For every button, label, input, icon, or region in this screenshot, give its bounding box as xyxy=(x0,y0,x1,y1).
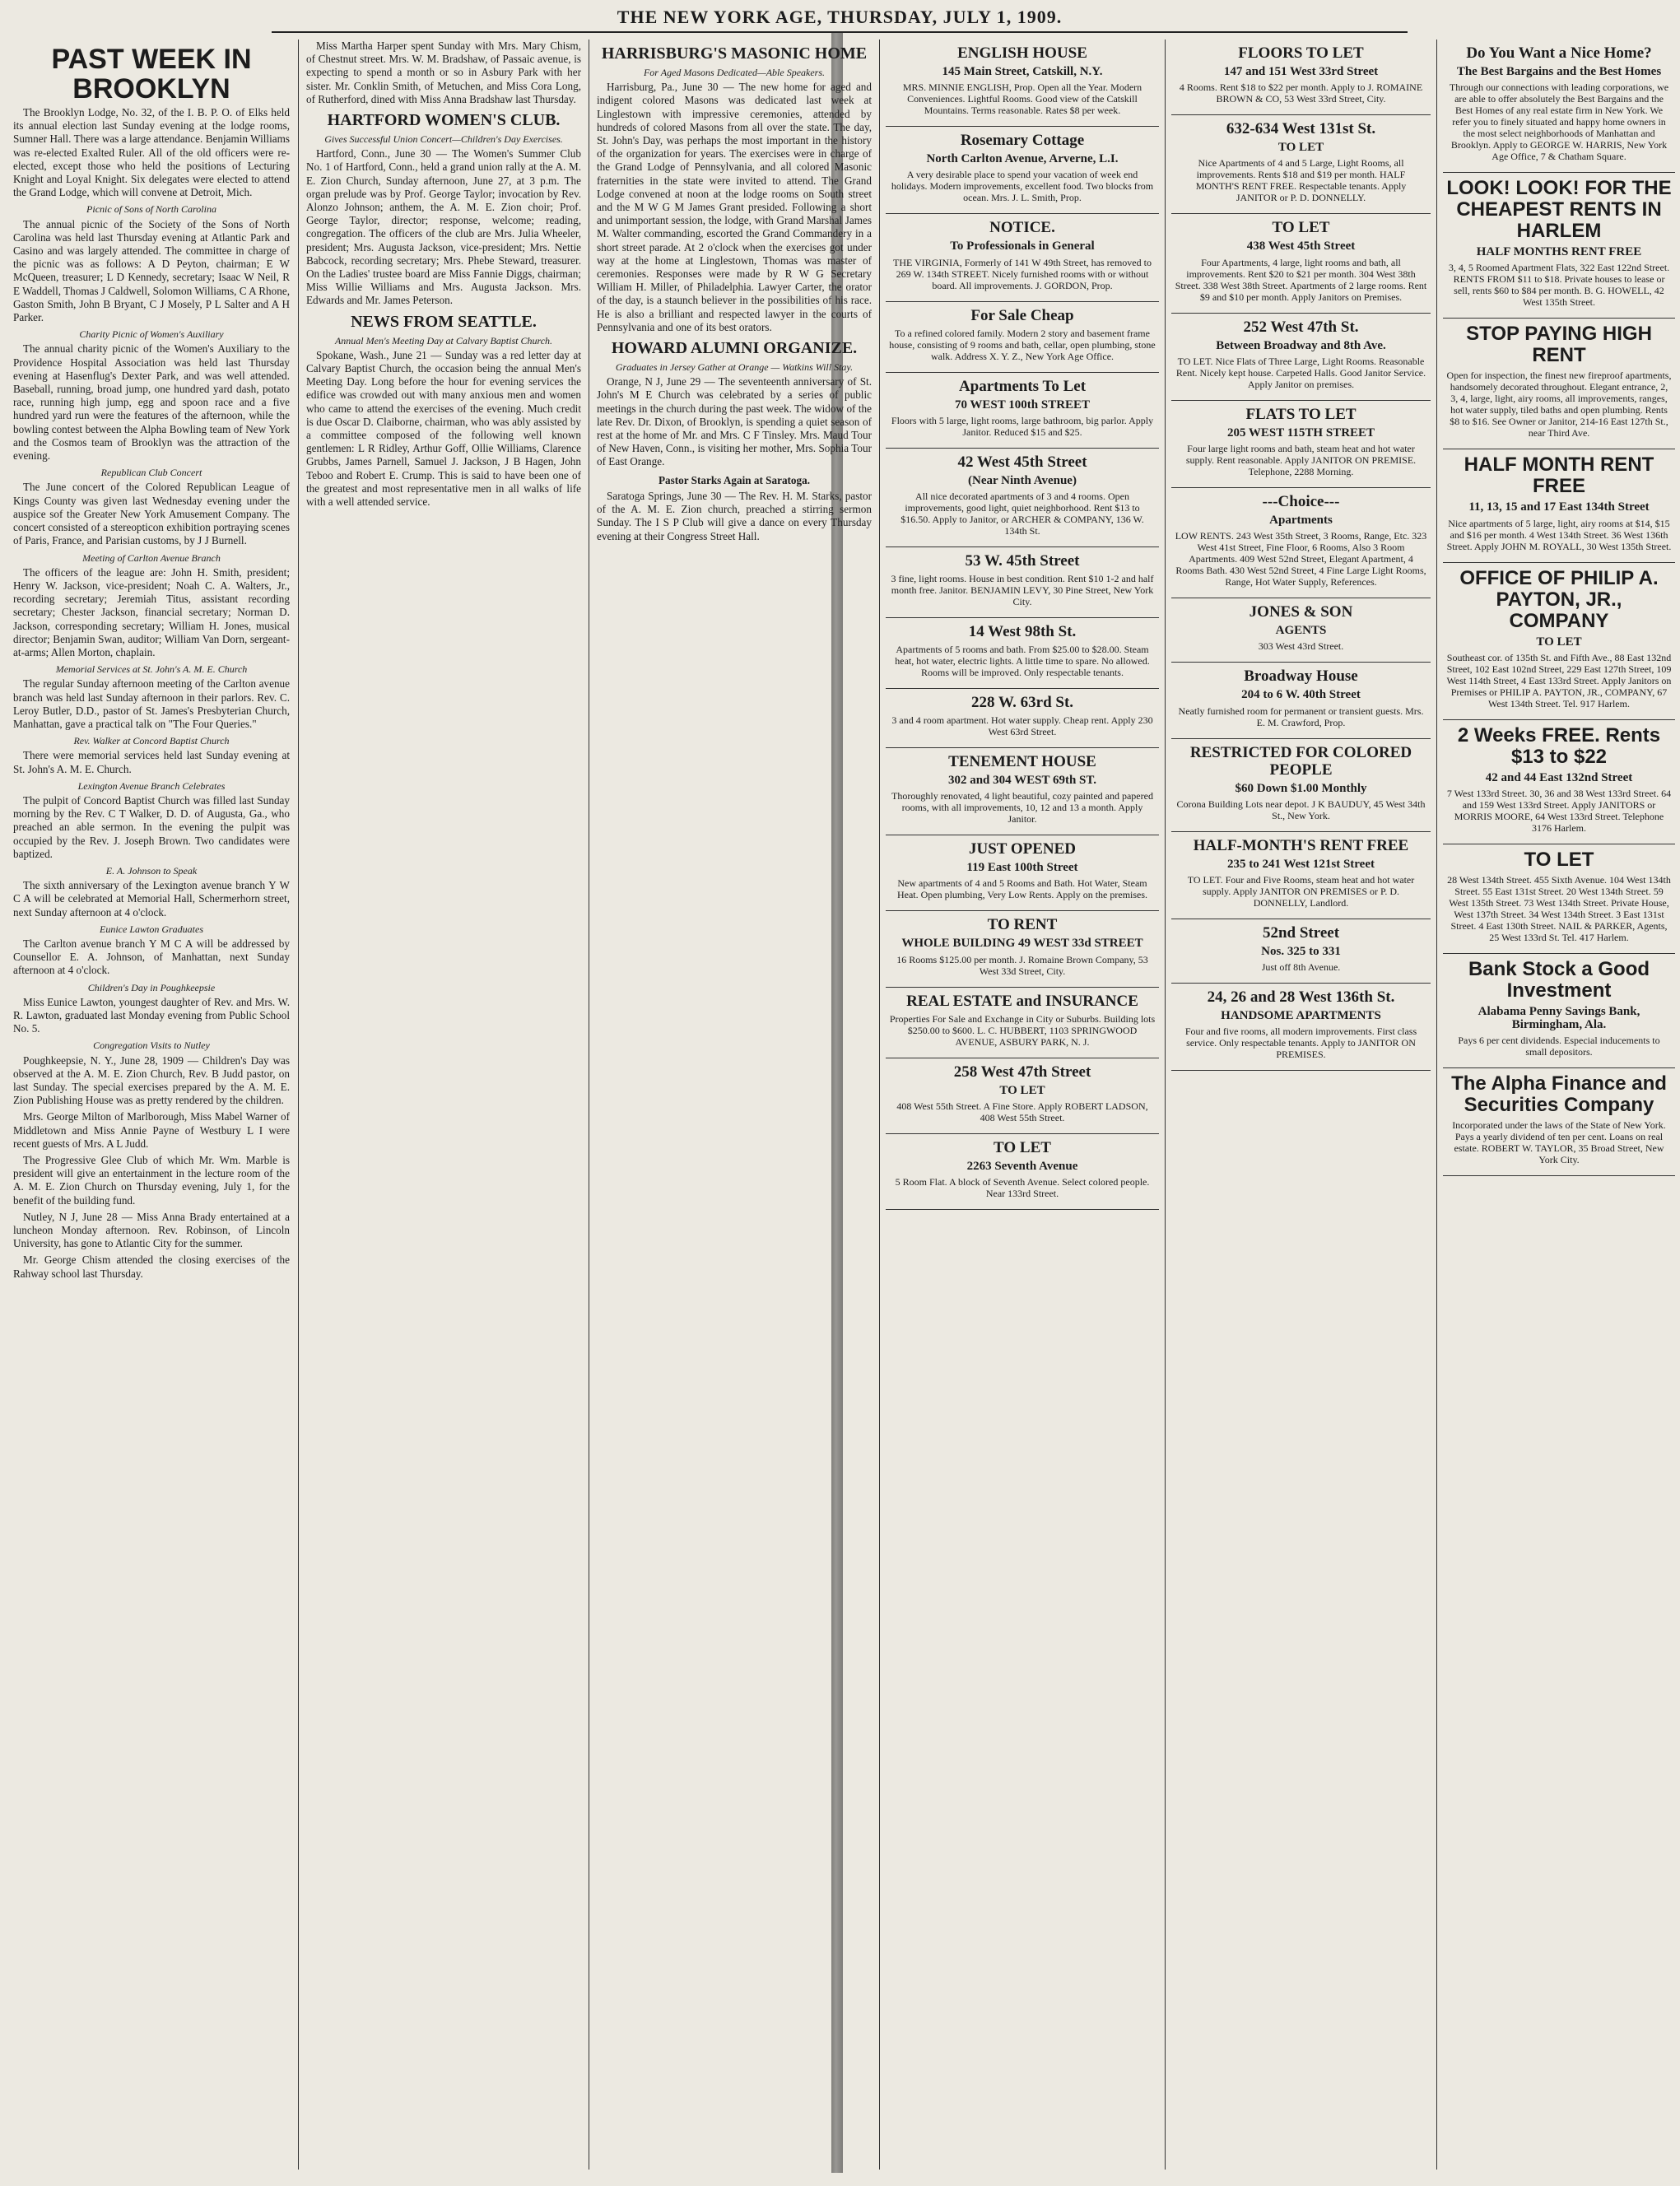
article-subhead: E. A. Johnson to Speak xyxy=(105,864,198,877)
advertisement xyxy=(886,1058,1159,1134)
ad-headline: For Sale Cheap xyxy=(970,306,1074,324)
article-subhead: Eunice Lawton Graduates xyxy=(100,923,203,935)
ad-subhead: 205 WEST 115TH STREET xyxy=(1226,426,1375,440)
ad-subhead: 147 and 151 West 33rd Street xyxy=(1223,65,1379,78)
ad-subhead: TO LET xyxy=(1277,141,1324,155)
advertisement xyxy=(1171,663,1431,738)
article-text: The Brooklyn Lodge, No. 32, of the I. B. P. O. of Elks held its annual election last Sunday evening at the lodge rooms, Sumner Hall. There was a large attendance. Benjamin Williams was re-elected Exalted Ruler. All of the old officers were re-elected, except those who held the positions of Lecturing Knight and Loyal Knight. Six delegates were elected to attend the Grand Lodge, which will convene at Detroit, Mich. xyxy=(13,106,290,199)
ad-text: 303 West 43rd Street. xyxy=(1258,640,1344,653)
advertisement xyxy=(1171,598,1431,663)
ad-headline: TO LET xyxy=(1272,219,1330,237)
ad-subhead: 11, 13, 15 and 17 East 134th Street xyxy=(1468,500,1650,514)
article-text: Harrisburg, Pa., June 30 — The new home for aged and indigent colored Masons was dedicated last week at Linglestown with impressive ceremonies, attended by hundreds of colored Masons from all over the state. The day, St. John's Day, was perhaps the most important in the history of the organization for years. The exercises were in charge of the Grand Lodge of Pennsylvania, and all colored Masonic fraternities in the state were invited to attend. The Grand Lodge convened at noon at the lodge rooms on South street and the M W G M James Grant presided. Following a short and unimportant session, the lodge, with Grand Marshal James M. Walter commanding, escorted the Grand Commandery in a short street parade. At 2 o'clock when the exercises got under way at the home at Linglestown, Thomas was master of ceremonies. Responses were made by R W G Secretary William H. Miller, of Philadelphia. Lawyer Carter, the orator of the day, is a staunch believer in the possibilities of his race. He is also a brilliant and respected lawyer in the courts of Pennsylvania and one of its best orators. xyxy=(597,81,872,333)
ad-subhead: Alabama Penny Savings Bank, Birmingham, Ala. xyxy=(1478,1005,1640,1032)
column-rule xyxy=(298,40,299,2170)
advertisement xyxy=(1443,449,1675,562)
article-subhead: For Aged Masons Dedicated—Able Speakers. xyxy=(643,67,826,78)
ad-text: Through our connections with leading corporations, we are able to offer absolutely the Best Bargains and the Best Homes of any real estate firm in New York. We refer you to finely situated and happy home owners in the most select neighborhoods of Manhattan and Brooklyn. Apply to GEORGE W. HARRIS, New York Age Office, 7 & Chatham Square. xyxy=(1449,81,1669,163)
advertisement xyxy=(1171,401,1431,488)
ad-subhead: 145 Main Street, Catskill, N.Y. xyxy=(942,65,1103,78)
ad-text: Nice apartments of 5 large, light, airy rooms at $14, $15 and $16 per month. 4 West 134th Street. 36 West 136th Street. Apply JOHN M. ROYALL, 30 West 135th Street. xyxy=(1446,517,1672,552)
ad-text: 16 Rooms $125.00 per month. J. Romaine Brown Company, 53 West 33d Street, City. xyxy=(896,953,1148,977)
ad-text: Just off 8th Avenue. xyxy=(1261,961,1341,974)
ad-headline: 2 Weeks FREE. Rents $13 to $22 xyxy=(1457,723,1661,768)
ad-headline: OFFICE OF PHILIP A. PAYTON, JR., COMPANY xyxy=(1459,566,1659,632)
article-text: The officers of the league are: John H. Smith, president; Henry W. Jackson, vice-president; Noah C. A. Walters, Jr., recording secretary; Jeremiah Titus, assistant recording secretary; Chester Jackson, financial secretary; Norman D. Jackson, corresponding secretary; William H. Jones, musical director; Benjamin Swan, auditor; William Van Dorn, sergeant-at-arms; Allen Morton, chaplain. xyxy=(13,565,290,658)
article-text: Orange, N J, June 29 — The seventeenth anniversary of St. John's M E Church was celebrated by a series of public meetings in the church during the past week. The widow of the late Rev. Dr. Dixon, of Brooklyn, is spending a quiet season of rest at the home of Mr. and Mrs. C F Tinsley. Mrs. Maud Tour of New Haven, Conn., is visiting her mother, Mrs. Sophia Tour of East Orange. xyxy=(597,375,872,468)
article-text: There were memorial services held last Sunday evening at St. John's A. M. E. Church. xyxy=(13,749,290,775)
article-headline: HARTFORD WOMEN'S CLUB. xyxy=(327,111,561,130)
article-text: The regular Sunday afternoon meeting of the Carlton avenue branch was held last Sunday afternoon in their parlors. Rev. C. Leroy Butler, D.D., pastor of St. James's Presbyterian Church, Manhattan, gave a practical talk on "The Four Queries." xyxy=(13,677,290,730)
article-headline: HOWARD ALUMNI ORGANIZE. xyxy=(611,339,858,358)
ad-text: New apartments of 4 and 5 Rooms and Bath. Hot Water, Steam Heat. Open plumbing, Very Low Rents. Apply on the premises. xyxy=(896,877,1148,901)
advertisement xyxy=(886,214,1159,301)
column-ads-5 xyxy=(1171,40,1431,2170)
ad-headline: TO LET xyxy=(994,1138,1051,1156)
article-text: The June concert of the Colored Republican League of Kings County was given last Wednesday evening under the auspice sof the Greater New York Amusement Company. The concert consisted of a stereopticon exhibition portraying scenes of Paris, France, and Parisian customs, by J J Burnell. xyxy=(13,481,290,547)
ad-headline: 42 West 45th Street xyxy=(957,453,1087,471)
article-subhead: Charity Picnic of Women's Auxiliary xyxy=(79,328,224,341)
advertisement xyxy=(886,127,1159,214)
ad-subhead: AGENTS xyxy=(1275,624,1327,638)
ad-subhead: 302 and 304 WEST 69th ST. xyxy=(947,774,1097,788)
ad-text: Four Apartments, 4 large, light rooms and bath, all improvements. Rent $20 to $21 per month. 304 West 38th Street. 338 West 38th Street. Apartments of 2 large rooms. Rent $9 and $10 per month. Apply Janitors on Premises. xyxy=(1175,256,1427,303)
ad-subhead: 70 WEST 100th STREET xyxy=(954,398,1091,412)
article-text: The pulpit of Concord Baptist Church was filled last Sunday morning by the Rev. C T Walker, D. D. of Augusta, Ga., who preached an able sermon. In the evening the pulpit was occupied by the Rev. J. Joseph Brown. Two candidates were baptized. xyxy=(13,793,290,860)
ad-subhead: HALF MONTHS RENT FREE xyxy=(1476,245,1642,259)
masthead: THE NEW YORK AGE, THURSDAY, JULY 1, 1909. xyxy=(272,7,1408,33)
ad-headline: NOTICE. xyxy=(989,219,1055,237)
article-headline: HARRISBURG'S MASONIC HOME xyxy=(601,44,868,63)
ad-subhead: TO LET xyxy=(999,1083,1045,1097)
ad-headline: FLOORS TO LET xyxy=(1238,44,1364,62)
article-text: Mrs. George Milton of Marlborough, Miss Mabel Warner of Middletown and Miss Annie Payne of Westbury L I were recent guests of Mrs. A L Judd. xyxy=(13,1110,290,1150)
ad-subhead: $60 Down $1.00 Monthly xyxy=(1235,781,1367,795)
ad-subhead: 119 East 100th Street xyxy=(966,861,1078,875)
ad-subhead: 204 to 6 W. 40th Street xyxy=(1241,688,1361,702)
advertisement xyxy=(1443,40,1675,173)
article-subhead: Rev. Walker at Concord Baptist Church xyxy=(73,735,230,747)
advertisement xyxy=(1443,173,1675,319)
ad-headline: Broadway House xyxy=(1244,667,1358,686)
advertisement xyxy=(1171,314,1431,401)
ad-text: 3 fine, light rooms. House in best condition. Rent $10 1-2 and half month free. Janitor. BENJAMIN LEVY, 30 Pine Street, New York City. xyxy=(891,573,1154,608)
article-text: Saratoga Springs, June 30 — The Rev. H. M. Starks, pastor of the A. M. E. Zion church, preached a stirring sermon Sunday. The I S P Club will give a dance on every Thursday evening at their Congress Street Hall. xyxy=(597,489,872,542)
ad-text: 3, 4, 5 Roomed Apartment Flats, 322 East 122nd Street. RENTS FROM $11 to $18. Private houses to lease or sell, rents $60 to $84 per month. B. G. HOWELL, 42 West 135th Street. xyxy=(1448,262,1670,309)
article-text: Miss Martha Harper spent Sunday with Mrs. Mary Chism, of Chestnut street. Mrs. W. M. Bradshaw, of Passaic avenue, is expecting to spend a month or so in Asbury Park with her sister. Mr. Conklin Smith, of Metuchen, and Miss Cora Long, of Rutherford, dined with Miss Anna Bradshaw last Thursday. xyxy=(306,40,581,105)
ad-text: Nice Apartments of 4 and 5 Large, Light Rooms, all improvements. Rents $18 and $19 per month. HALF MONTH'S RENT FREE. Respectable tenants. Apply JANITOR or P. D. DONNELLY. xyxy=(1195,157,1407,204)
ad-text: Incorporated under the laws of the State of New York. Pays a yearly dividend of ten per cent. Loans on real estate. ROBERT W. TAYLOR, 35 Broad Street, New York City. xyxy=(1452,1119,1666,1166)
ad-text: 7 West 133rd Street. 30, 36 and 38 West 133rd Street. 64 and 159 West 133rd Street. Apply JANITORS or MORRIS MOORE, 64 West 133rd Street. Telephone 3176 Harlem. xyxy=(1446,788,1672,835)
ad-text: Neatly furnished room for permanent or transient guests. Mrs. E. M. Crawford, Prop. xyxy=(1178,705,1424,728)
article-subhead: Graduates in Jersey Gather at Orange — Watkins Will Stay. xyxy=(615,361,854,374)
ad-text: Apartments of 5 rooms and bath. From $25.00 to $28.00. Steam heat, hot water, electric lights. A little time to spare. No allowed. Rooms will be improved. Only respectable tenants. xyxy=(895,644,1150,679)
ad-headline: HALF MONTH RENT FREE xyxy=(1464,453,1654,498)
ad-headline: JONES & SON xyxy=(1249,603,1353,621)
ad-text: A very desirable place to spend your vacation of week end holidays. Modern improvements, excellent food. Two blocks from ocean. Mrs. J. L. Smith, Prop. xyxy=(891,169,1154,204)
headline-past-week: PAST WEEK IN BROOKLYN xyxy=(51,44,252,105)
ad-text: 3 and 4 room apartment. Hot water supply. Cheap rent. Apply 230 West 63rd Street. xyxy=(891,714,1153,738)
ad-subhead: WHOLE BUILDING 49 WEST 33d STREET xyxy=(901,937,1143,951)
advertisement xyxy=(886,449,1159,547)
article-body xyxy=(13,106,290,1281)
advertisement xyxy=(1443,844,1675,954)
advertisement xyxy=(1171,832,1431,919)
article-text: Hartford, Conn., June 30 — The Women's Summer Club No. 1 of Hartford, Conn., held a grand union rally at the A. M. E. Zion Church, Sunday afternoon, June 27, at 3 p.m. The organ prelude was by Prof. George Taylor; invocation by Rev. Alonzo Johnson; anthem, the A. M. E. Zion choir; Prof. George Taylor, director; response, welcome; reading, congregation. The officers of the club are Mrs. Julia Wheeler, president; Mrs. Augusta Jackson, vice-president; Mrs. Nettie Babcock, recording secretary; Mrs. Phebe Steward, treasurer. On the Ladies' trustee board are Miss Fannie Diggs, chairman; Miss Willie Williams and Mrs. Augusta Jackson. Mrs. Edwards and Mr. James Peterson. xyxy=(306,147,581,307)
ad-headline: HALF-MONTH'S RENT FREE xyxy=(1193,836,1409,854)
ad-headline: 632-634 West 131st St. xyxy=(1226,120,1376,138)
ad-subhead: North Carlton Avenue, Arverne, L.I. xyxy=(926,152,1119,166)
article-text: Nutley, N J, June 28 — Miss Anna Brady entertained at a luncheon Monday afternoon. Rev. Robinson, of Lincoln University, has gone to Atlantic City for the summer. xyxy=(13,1210,290,1250)
article-text: Poughkeepsie, N. Y., June 28, 1909 — Children's Day was observed at the A. M. E. Zion Church, Rev. B Judd pastor, on last Sunday. The special exercises prepared by the A. M. E. Zion Publishing House was as pretty rendered by the children. xyxy=(13,1053,290,1107)
article-text: Spokane, Wash., June 21 — Sunday was a red letter day at Calvary Baptist Church, the occasion being the annual Men's Meeting Day. Long before the hour for evening services the edifice was crowded out with many anxious men and women who came to attend the exercises of the evening. Much credit is due Oscar D. Claiborne, chairman, who was ably assisted by a committee composed of the following well known gentlemen: L R Ridley, Arthur Goff, Ollie Williams, Clarence Grubbs, James Parnell, Samuel J. Jackson, J B Hagen, John Teboo and Robert E. Crump. This is said to have been one of the greatest and most representative men in all walks of life with a well attended service. xyxy=(306,348,581,509)
article-subhead: Gives Successful Union Concert—Children's Day Exercises. xyxy=(324,133,563,146)
advertisement xyxy=(886,547,1159,618)
ad-subhead: 438 West 45th Street xyxy=(1246,240,1356,253)
ad-subhead: (Near Ninth Avenue) xyxy=(968,473,1077,487)
column-social-news xyxy=(306,40,581,2170)
ad-subhead: Between Broadway and 8th Ave. xyxy=(1216,338,1386,352)
article-text: Mr. George Chism attended the closing exercises of the Rahway school last Thursday. xyxy=(13,1253,290,1280)
ad-text: Thoroughly renovated, 4 light beautiful, cozy painted and papered rooms, with all improvements, 10, 12 and 13 a month. Apply Janitor. xyxy=(891,790,1153,826)
advertisement xyxy=(1171,739,1431,832)
advertisement xyxy=(1171,115,1431,214)
advertisement xyxy=(1171,919,1431,984)
ad-headline: RESTRICTED FOR COLORED PEOPLE xyxy=(1189,743,1412,779)
article-subhead: Congregation Visits to Nutley xyxy=(93,1040,210,1052)
ad-text: THE VIRGINIA, Formerly of 141 W 49th Street, has removed to 269 W. 134th STREET. Nicely furnished rooms with or without board. All improvements. J. GORDON, Prop. xyxy=(893,256,1152,291)
ad-headline: 252 West 47th St. xyxy=(1243,318,1359,336)
advertisement xyxy=(1443,720,1675,844)
ad-headline: Apartments To Let xyxy=(958,377,1087,395)
ad-text: 408 West 55th Street. A Fine Store. Apply ROBERT LADSON, 408 West 55th Street. xyxy=(896,1100,1148,1123)
ad-text: To a refined colored family. Modern 2 story and basement frame house, consisting of 9 rooms and bath, cellar, open plumbing, stone walk. Address X. Y. Z., New York Age Office. xyxy=(889,327,1156,362)
article-text: The sixth anniversary of the Lexington avenue branch Y W C A will be celebrated at Memorial Hall, Schermerhorn street, next Sunday afternoon at 4 o'clock. xyxy=(13,879,290,919)
ad-text: Four and five rooms, all modern improvements. First class service. Only respectable tenants. Apply to JANITOR ON PREMISES. xyxy=(1184,1026,1417,1061)
ad-text: TO LET. Nice Flats of Three Large, Light Rooms. Reasonable Rent. Nicely kept house. Carpeted Halls. Good Janitor Service. Apply Janitor on premises. xyxy=(1175,355,1426,390)
advertisement xyxy=(886,302,1159,373)
ad-text: 4 Rooms. Rent $18 to $22 per month. Apply to J. ROMAINE BROWN & CO, 53 West 33rd Street, City. xyxy=(1179,81,1423,105)
ad-text: Pays 6 per cent dividends. Especial inducements to small depositors. xyxy=(1458,1035,1660,1058)
column-ads-6 xyxy=(1443,40,1675,2170)
ad-text: Floors with 5 large, light rooms, large bathroom, big parlor. Apply Janitor. Reduced $15 and $25. xyxy=(891,414,1154,438)
ad-subhead: 2263 Seventh Avenue xyxy=(966,1159,1078,1173)
ad-headline: FLATS TO LET xyxy=(1245,405,1357,423)
column-ads-4 xyxy=(886,40,1159,2170)
ad-headline: Do You Want a Nice Home? xyxy=(1466,44,1652,62)
ad-headline: 14 West 98th St. xyxy=(968,623,1077,641)
advertisement xyxy=(1171,214,1431,313)
ad-subhead: Nos. 325 to 331 xyxy=(1261,945,1341,959)
ad-headline: 228 W. 63rd St. xyxy=(970,694,1074,712)
ad-headline: 52nd Street xyxy=(1262,924,1340,942)
column-rule xyxy=(1436,40,1437,2170)
advertisement xyxy=(886,40,1159,127)
article-subhead: Annual Men's Meeting Day at Calvary Baptist Church. xyxy=(334,334,553,347)
article-subhead: Lexington Avenue Branch Celebrates xyxy=(77,779,226,792)
advertisement xyxy=(886,618,1159,689)
article-text: Miss Eunice Lawton, youngest daughter of Rev. and Mrs. W. R. Lawton, graduated last Monday evening from Public School No. 5. xyxy=(13,995,290,1035)
ad-headline: 24, 26 and 28 West 136th St. xyxy=(1207,988,1395,1007)
article-subhead: Picnic of Sons of North Carolina xyxy=(86,203,216,216)
article-text: The Carlton avenue branch Y M C A will be addressed by Counsellor E. A. Johnson, of Manhattan, next Sunday afternoon at 4 o'clock. xyxy=(13,937,290,977)
advertisement xyxy=(886,689,1159,748)
column-rule xyxy=(879,40,880,2170)
advertisement xyxy=(886,988,1159,1058)
article-subhead: Memorial Services at St. John's A. M. E. Church xyxy=(55,663,248,676)
ad-headline: TO RENT xyxy=(987,916,1058,934)
column-brooklyn-news xyxy=(13,40,290,2170)
advertisement xyxy=(1443,1068,1675,1176)
ad-headline: ENGLISH HOUSE xyxy=(957,44,1087,62)
ad-headline: TO LET xyxy=(1524,849,1594,872)
article-subhead: Republican Club Concert xyxy=(100,467,202,479)
advertisement xyxy=(886,373,1159,449)
ad-subhead: Apartments xyxy=(1269,514,1333,528)
column-masonic-news xyxy=(597,40,872,2170)
advertisement xyxy=(886,835,1159,911)
ad-headline: The Alpha Finance and Securities Company xyxy=(1451,1072,1667,1117)
column-rule xyxy=(1165,40,1166,2170)
ad-subhead: The Best Bargains and the Best Homes xyxy=(1456,65,1662,78)
ad-subhead: To Professionals in General xyxy=(950,240,1095,253)
ad-text: Four large light rooms and bath, steam heat and hot water supply. Rent reasonable. Apply JANITOR ON PREMISE. Telephone, 2288 Morning. xyxy=(1185,443,1417,478)
ad-text: Properties For Sale and Exchange in City or Suburbs. Building lots $250.00 to $600. L. C. HUBBERT, 1103 SPRINGWOOD AVENUE, ASBURY PARK, N. J. xyxy=(889,1012,1156,1048)
article-text: The annual charity picnic of the Women's Auxiliary to the Providence Hospital Association was held last Thursday evening at Hasenflug's Dexter Park, and was well attended. Baseball, running, broad jump, one hundred yard dash, potato race, running high jump, egg and spoon race and a five hundred yard run were the features of the afternoon, while the bowling contest between the Alpha Bowling team of New York and the Cosmos team of Brooklyn was the attraction of the evening. xyxy=(13,342,290,463)
ad-subhead: 235 to 241 West 121st Street xyxy=(1226,857,1375,871)
advertisement xyxy=(886,748,1159,835)
advertisement xyxy=(1171,40,1431,115)
article-text: The Progressive Glee Club of which Mr. Wm. Marble is president will give an entertainment in the lecture room of the A. M. E. Zion Church on Thursday evening, July 1, for the benefit of the building fund. xyxy=(13,1154,290,1207)
advertisement xyxy=(1171,488,1431,598)
ad-headline: JUST OPENED xyxy=(968,840,1077,858)
advertisement xyxy=(886,911,1159,987)
ad-headline: 53 W. 45th Street xyxy=(965,552,1080,570)
ad-headline: STOP PAYING HIGH RENT xyxy=(1466,323,1652,367)
ad-headline: LOOK! LOOK! FOR THE CHEAPEST RENTS IN HARLEM xyxy=(1446,177,1672,243)
advertisement xyxy=(886,1134,1159,1210)
ad-subhead: TO LET xyxy=(1536,635,1582,649)
ad-text: All nice decorated apartments of 3 and 4 rooms. Open improvements, good light, quiet neighborhood. Rent $13 to $16.50. Apply to Janitor, or ARCHER & COMPANY, 136 W. 134th St. xyxy=(900,491,1144,537)
ad-text: 5 Room Flat. A block of Seventh Avenue. Select colored people. Near 133rd Street. xyxy=(895,1176,1150,1200)
article-subhead: Children's Day in Poughkeepsie xyxy=(87,981,216,993)
advertisement xyxy=(1443,319,1675,449)
ad-text: 28 West 134th Street. 455 Sixth Avenue. 104 West 134th Street. 55 East 131st Street. 20 West 134th Street. 59 West 135th Street. 73 West 134th Street. Private House, West 137th Street. 34 West 134th Street. 3 East 131st Street. 4 East 130th Street. NAIL & PARKER, Agents, 25 West 133rd St. Tel. 417 Harlem. xyxy=(1447,874,1671,944)
ad-headline: Rosemary Cottage xyxy=(960,132,1085,150)
article-subhead: Meeting of Carlton Avenue Branch xyxy=(82,551,221,564)
ad-text: TO LET. Four and Five Rooms, steam heat and hot water supply. Apply JANITOR ON PREMISES or P. D. DONNELLY, Landlord. xyxy=(1187,874,1415,909)
ad-headline: REAL ESTATE and INSURANCE xyxy=(906,992,1138,1010)
advertisement xyxy=(1443,954,1675,1068)
ad-text: Southeast cor. of 135th St. and Fifth Ave., 88 East 132nd Street, 102 East 102nd Street, 229 East 127th Street, 109 West 114th Street, 4 East 133rd Street. Apply Janitors on Premises or PHILIP A. PAYTON, JR., COMPANY, 67 West 134th Street. Tel. 917 Harlem. xyxy=(1446,651,1672,709)
ad-subhead: 42 and 44 East 132nd Street xyxy=(1485,770,1633,784)
ad-text: Open for inspection, the finest new fireproof apartments, handsomely decorated throughout. Elegant entrance, 2, 3, 4, large, light, airy rooms, all improvements, ranges, hot water supply, tiled baths and open plumbing. Rents $8 to $16. See Owner or Janitor, 214-16 East 127th St., near Third Ave. xyxy=(1446,370,1672,440)
ad-text: LOW RENTS. 243 West 35th Street, 3 Rooms, Range, Etc. 323 West 41st Street, Fine Floor, 6 Rooms, Also 3 Room Apartments. 409 West 52nd Street, Elegant Apartment, 4 Rooms Bath. 430 West 52nd Street, 4 Fine Large Light Rooms, Range, Hot Water Supply, References. xyxy=(1175,530,1427,588)
ad-headline: ---Choice--- xyxy=(1262,493,1340,511)
advertisement xyxy=(1171,984,1431,1071)
ad-headline: 258 West 47th Street xyxy=(953,1063,1091,1081)
ad-text: MRS. MINNIE ENGLISH, Prop. Open all the Year. Modern Conveniences. Lightful Rooms. Good view of the Catskill Mountains. Terms reasonable. Rates $8 per week. xyxy=(902,81,1142,117)
ad-text: Corona Building Lots near depot. J K BAUDUY, 45 West 34th St., New York. xyxy=(1176,798,1426,821)
ad-subhead: HANDSOME APARTMENTS xyxy=(1221,1009,1381,1023)
ad-headline: Bank Stock a Good Investment xyxy=(1468,958,1650,1002)
article-headline: NEWS FROM SEATTLE. xyxy=(351,312,537,331)
advertisement xyxy=(1443,563,1675,720)
article-text: The annual picnic of the Society of the Sons of North Carolina was held last Thursday evening at Atlantic Park and Casino and was largely attended. The committee in charge of the picnic was as follows: A D Peyton, chairman; E W McQueen, treasurer; L D Kennedy, secretary; Isaac W Neil, R E Waddell, Thomas J Caldwell, Solomon Williams, C A Rhone, Gaston Smith, John B Bryant, C J Mosely, P L Salter and A H Parker. xyxy=(13,217,290,324)
ad-headline: TENEMENT HOUSE xyxy=(948,753,1096,771)
article-headline: Pastor Starks Again at Saratoga. xyxy=(658,473,811,486)
